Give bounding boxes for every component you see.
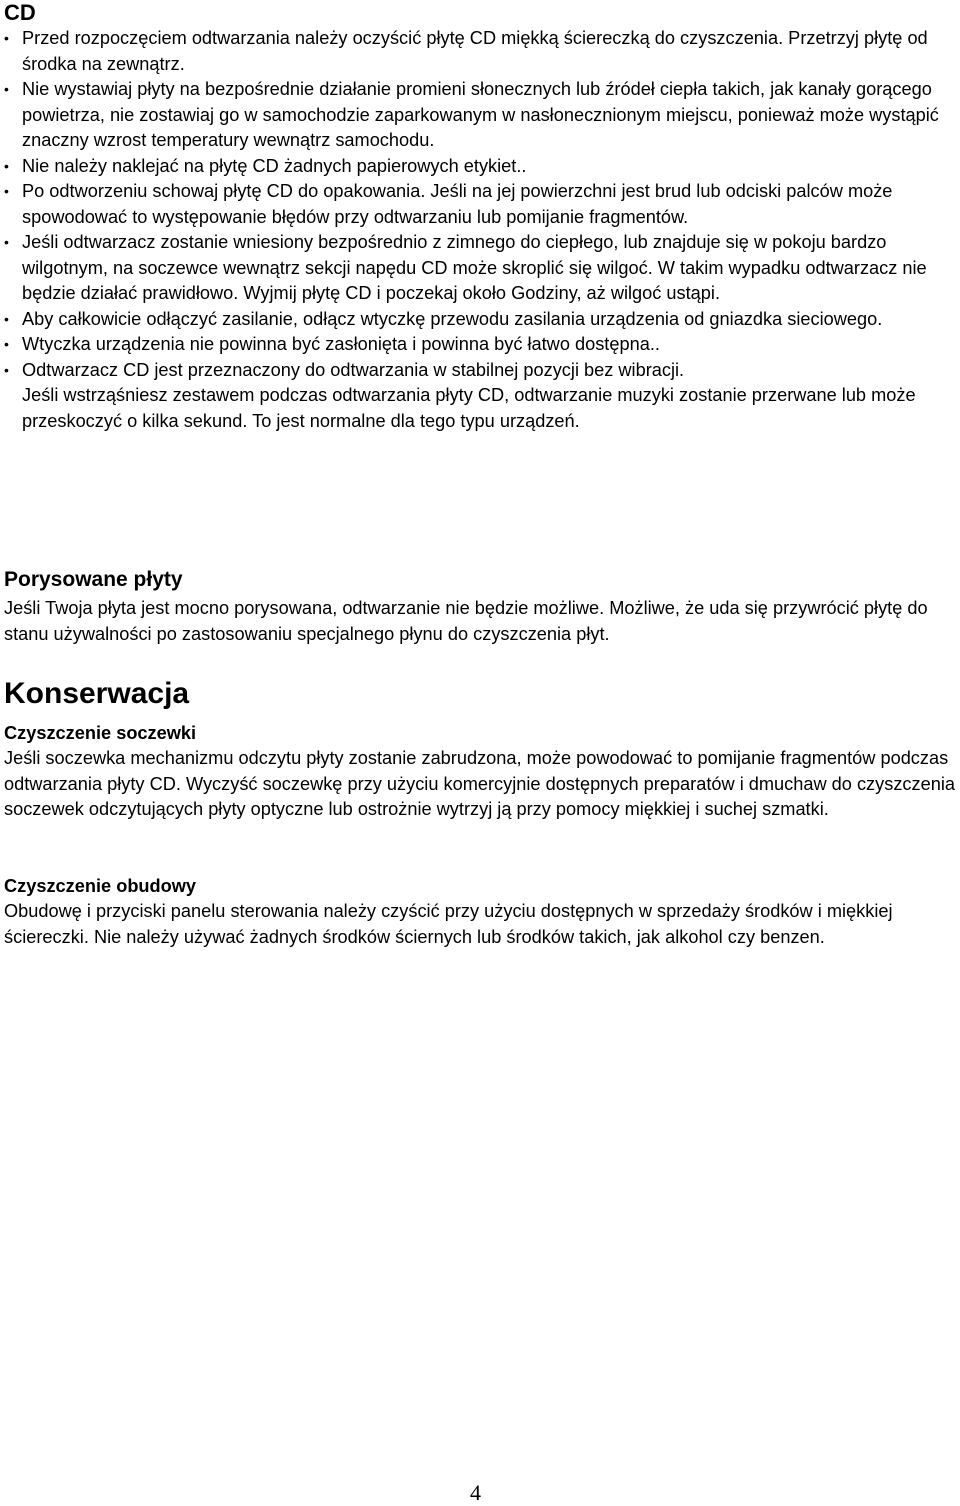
list-item-text: Jeśli wstrząśniesz zestawem podczas odtwarzania płyty CD, odtwarzanie muzyki zostanie przerwane lub może przeskoczyć o kilka sekund. To jest normalne dla tego typu urządzeń. (22, 385, 916, 431)
list-item (0, 77, 960, 154)
cd-care-list (0, 26, 960, 434)
lens-cleaning-paragraph: Jeśli soczewka mechanizmu odczytu płyty zostanie zabrudzona, może powodować to pomijanie fragmentów podczas odtwarzania płyty CD. Wyczyść soczewkę przy użyciu komercyjnie dostępnych preparatów i dmuchaw do czyszczenia soczewek odczytujących płyty optyczne lub ostrożnie wytrzyj ją przy pomocy miękkiej i suchej szmatki. (4, 748, 956, 819)
list-item-text: Nie wystawiaj płyty na bezpośrednie działanie promieni słonecznych lub źródeł ciepła takich, jak kanały gorącego powietrza, nie zostawiaj go w samochodzie zaparkowanym w nasłonecznionym miejscu, ponieważ może wystąpić znaczny wzrost temperatury wewnątrz samochodu. (22, 79, 939, 150)
page-number: 4 (470, 1480, 481, 1505)
list-item-text: Po odtworzeniu schowaj płytę CD do opakowania. Jeśli na jej powierzchni jest brud lub odciski palców może spowodować to występowanie błędów przy odtwarzaniu lub pomijanie fragmentów. (22, 181, 893, 227)
list-item (0, 230, 960, 307)
subheading-housing-cleaning: Czyszczenie obudowy (4, 876, 197, 896)
list-item-text: Przed rozpoczęciem odtwarzania należy oczyścić płytę CD miękką ściereczką do czyszczenia. Przetrzyj płytę od środka na zewnątrz. (22, 28, 928, 74)
bullet-marker: • (4, 157, 9, 174)
bullet-marker: • (4, 361, 9, 378)
list-item (0, 383, 960, 434)
list-item (0, 26, 960, 77)
list-item-text: Odtwarzacz CD jest przeznaczony do odtwarzania w stabilnej pozycji bez wibracji. (22, 359, 685, 380)
bullet-marker: • (4, 310, 9, 327)
list-item (0, 332, 960, 358)
list-item (0, 358, 960, 384)
list-item (0, 154, 960, 180)
subheading-lens-cleaning: Czyszczenie soczewki (4, 723, 197, 743)
bullet-marker: • (4, 30, 9, 46)
housing-cleaning-paragraph: Obudowę i przyciski panelu sterowania należy czyścić przy użyciu dostępnych w sprzedaży środków i miękkiej ściereczki. Nie należy używać żadnych środków ściernych lub środków takich, jak alkohol czy benzen. (4, 901, 893, 947)
list-item (0, 179, 960, 230)
bullet-marker: • (4, 234, 9, 250)
list-item-text: Wtyczka urządzenia nie powinna być zasłonięta i powinna być łatwo dostępna.. (22, 334, 660, 354)
section-heading-maintenance: Konserwacja (4, 677, 190, 710)
bullet-marker: • (4, 183, 9, 199)
bullet-marker: • (4, 336, 9, 352)
section-heading-scratched: Porysowane płyty (4, 568, 183, 591)
list-item-text: Nie należy naklejać na płytę CD żadnych papierowych etykiet.. (22, 155, 527, 176)
scratched-paragraph: Jeśli Twoja płyta jest mocno porysowana, odtwarzanie nie będzie możliwe. Możliwe, że uda się przywrócić płytę do stanu używalności po zastosowaniu specjalnego płynu do czyszczenia płyt. (4, 598, 928, 644)
bullet-marker: • (4, 81, 9, 97)
list-item-text: Aby całkowicie odłączyć zasilanie, odłącz wtyczkę przewodu zasilania urządzenia od gniazdka sieciowego. (22, 308, 883, 329)
section-heading-cd: CD (4, 0, 36, 25)
list-item (0, 307, 960, 333)
list-item-text: Jeśli odtwarzacz zostanie wniesiony bezpośrednio z zimnego do ciepłego, lub znajduje się w pokoju bardzo wilgotnym, na soczewce wewnątrz sekcji napędu CD może skroplić się wilgoć. W takim wypadku odtwarzacz nie będzie działać prawidłowo. Wyjmij płytę CD i poczekaj około Godziny, aż wilgoć ustąpi. (22, 232, 927, 303)
